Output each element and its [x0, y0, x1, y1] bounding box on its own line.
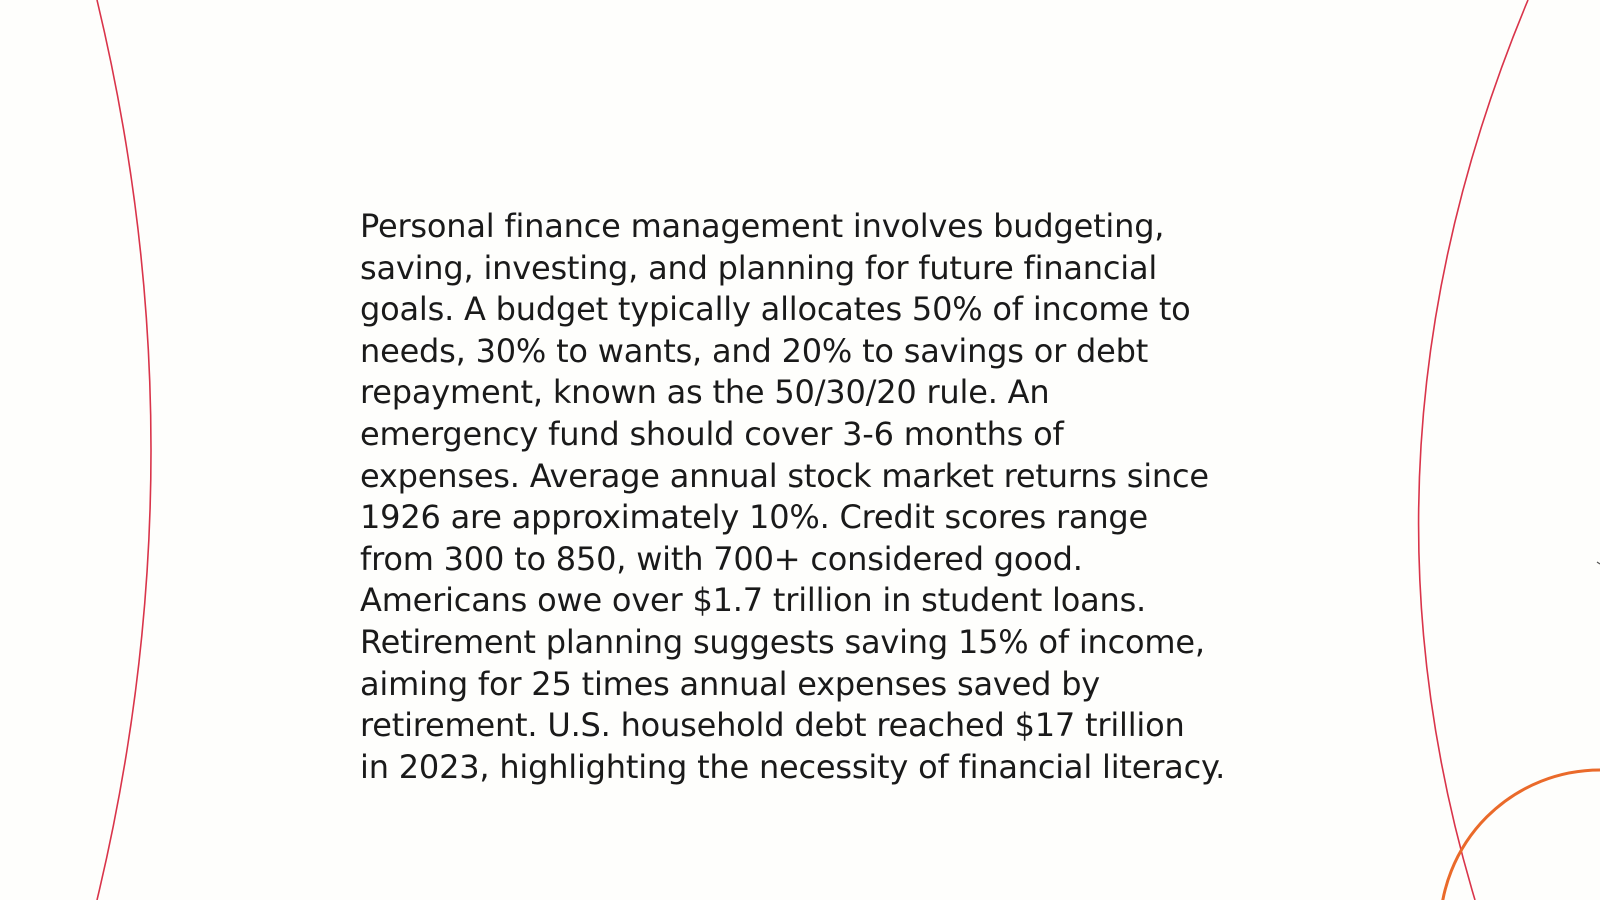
- body-line: aiming for 25 times annual expenses saved by: [360, 664, 1101, 703]
- body-line: Retirement planning suggests saving 15% of income,: [360, 622, 1205, 661]
- left-arc: [97, 0, 151, 900]
- body-line: expenses. Average annual stock market returns since: [360, 456, 1209, 495]
- body-line: saving, investing, and planning for future financial: [360, 248, 1158, 287]
- body-line: from 300 to 850, with 700+ considered good.: [360, 539, 1083, 578]
- right-arc: [1419, 0, 1528, 900]
- body-line: emergency fund should cover 3-6 months of: [360, 414, 1064, 453]
- body-text: [360, 206, 1260, 788]
- body-line: goals. A budget typically allocates 50% of income to: [360, 290, 1191, 329]
- body-line: Personal finance management involves budgeting,: [360, 207, 1165, 245]
- body-line: in 2023, highlighting the necessity of financial literacy.: [360, 747, 1226, 786]
- corner-arc: [1440, 770, 1600, 900]
- body-line: needs, 30% to wants, and 20% to savings or debt: [360, 331, 1149, 370]
- body-line: repayment, known as the 50/30/20 rule. An: [360, 373, 1050, 412]
- body-line: Americans owe over $1.7 trillion in student loans.: [360, 581, 1147, 620]
- body-line: 1926 are approximately 10%. Credit scores range: [360, 498, 1149, 537]
- body-line: retirement. U.S. household debt reached $17 trillion: [360, 706, 1185, 745]
